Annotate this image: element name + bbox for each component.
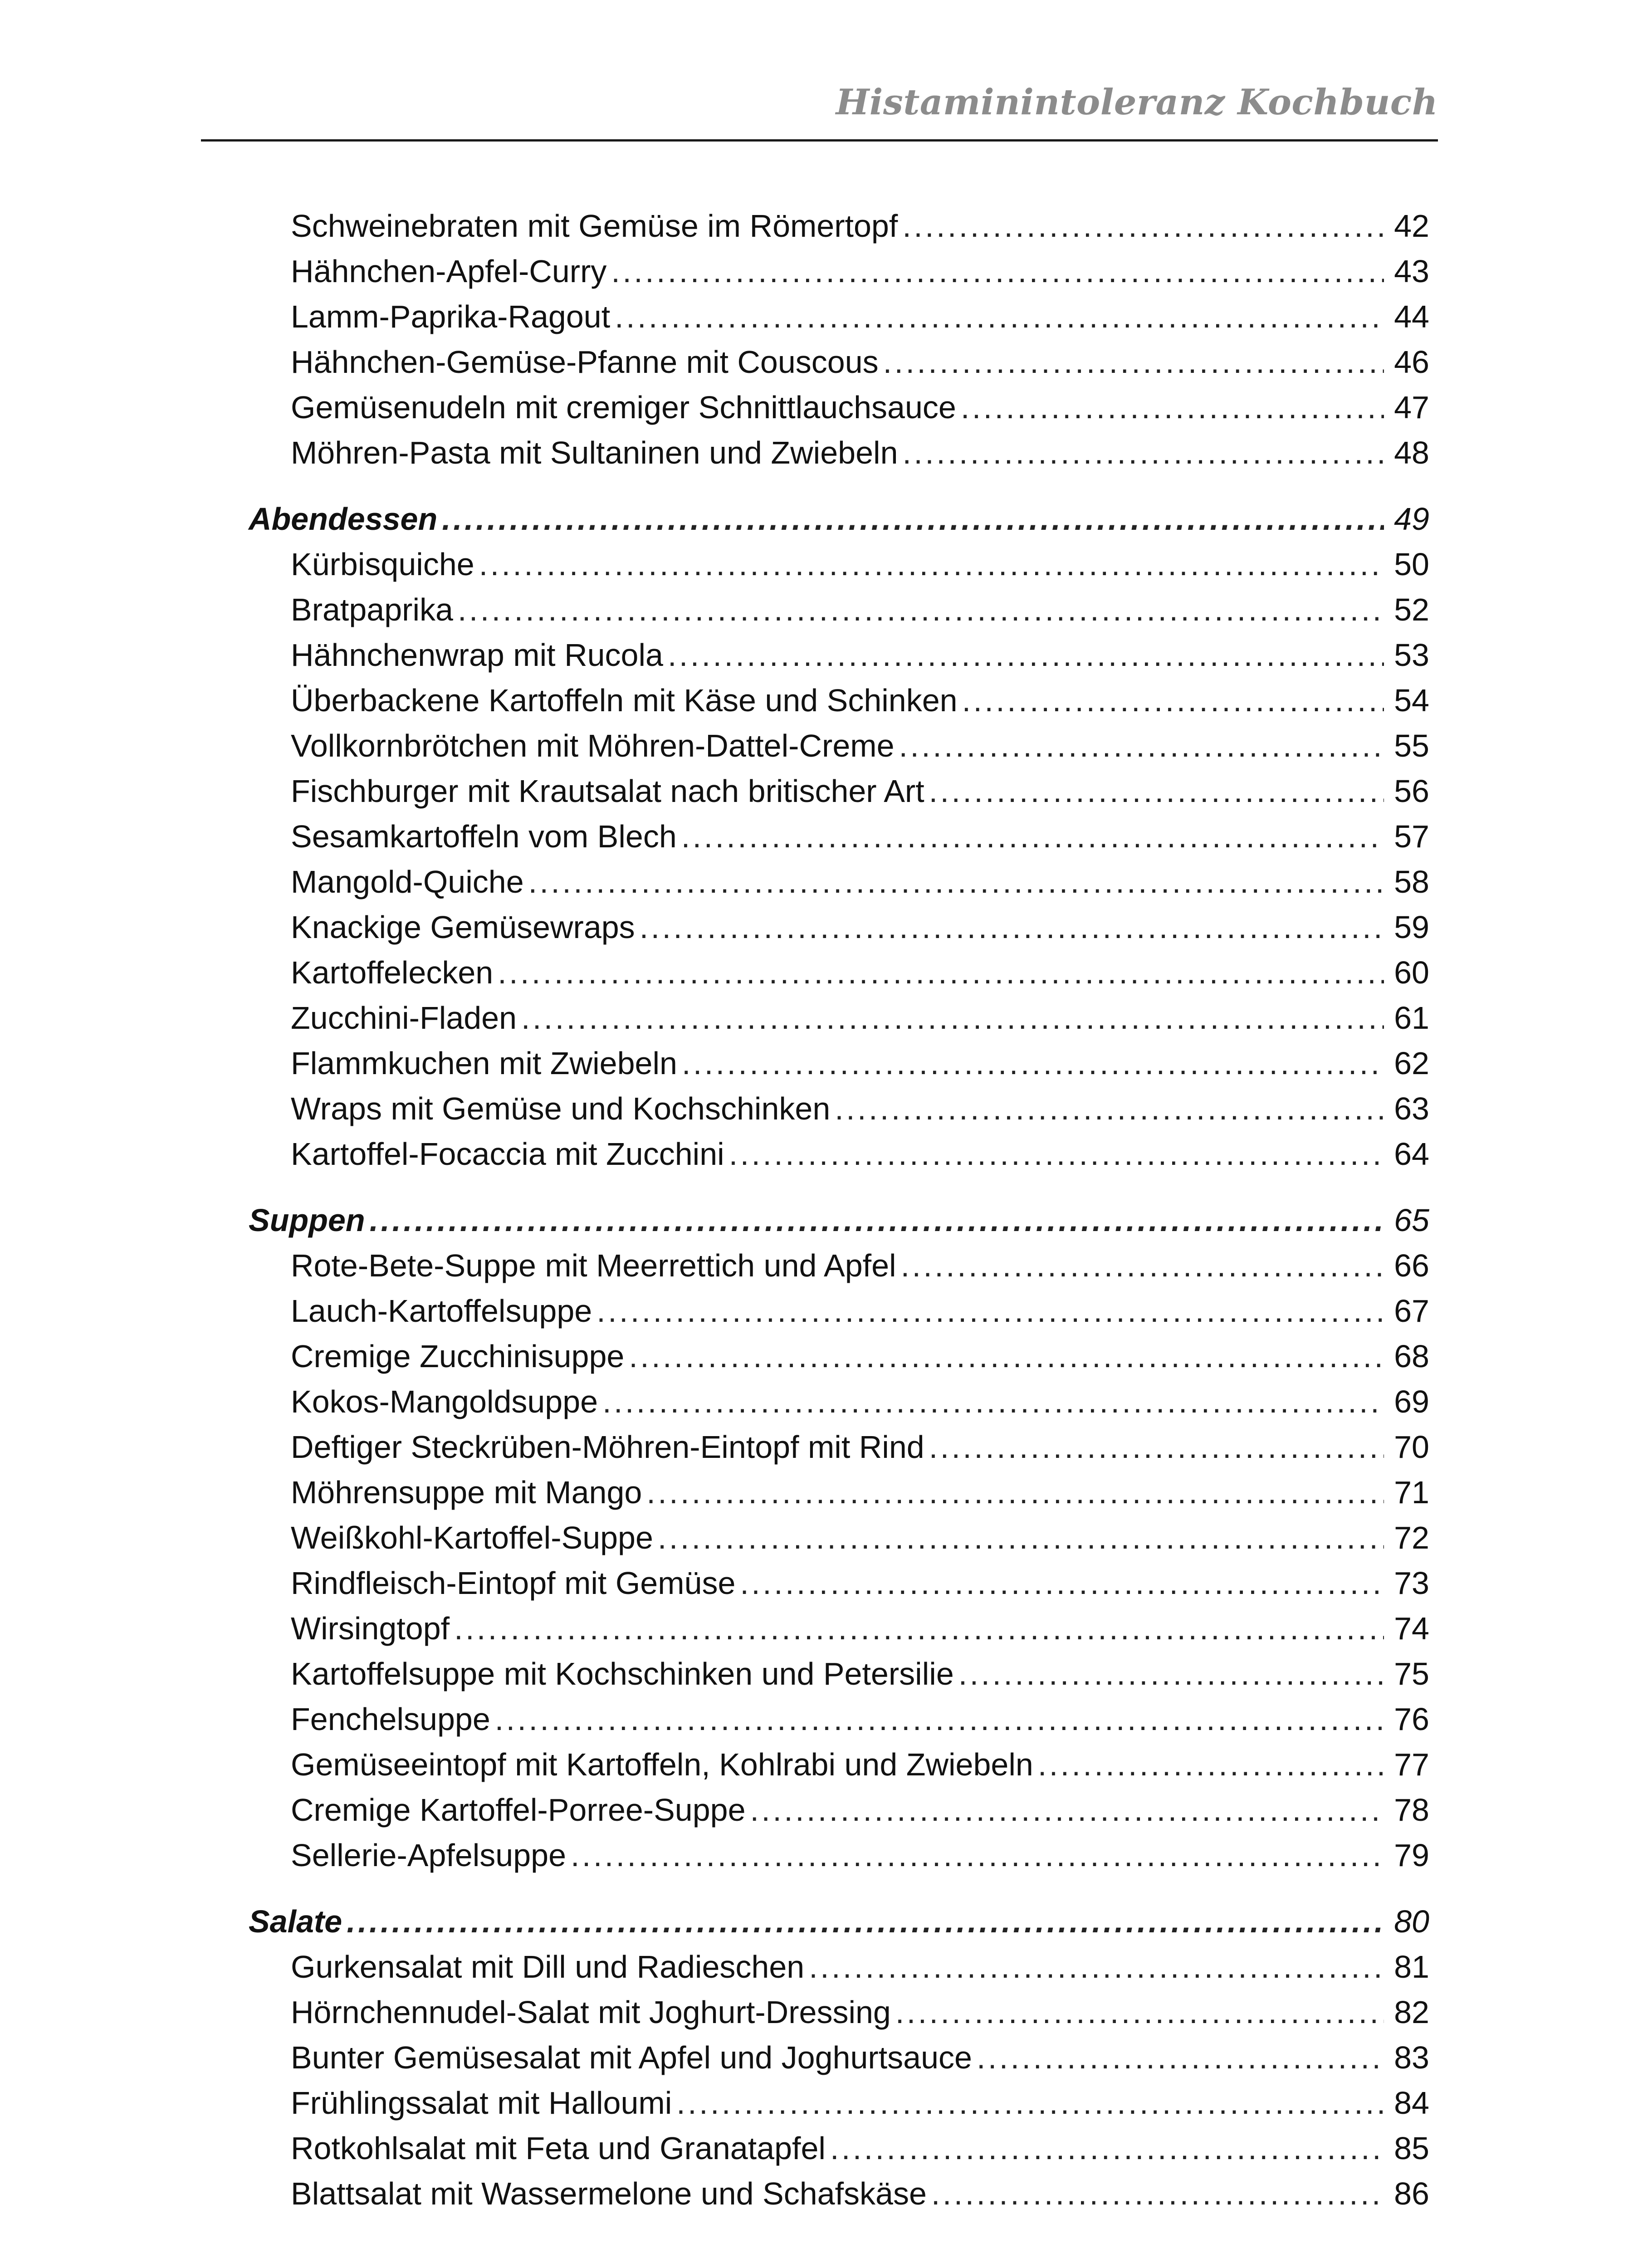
dot-leader — [458, 591, 1384, 628]
toc-entry-title: Kokos-Mangoldsuppe — [291, 1384, 598, 1419]
toc-section — [249, 1903, 1429, 2221]
dot-leader — [615, 298, 1384, 335]
toc-entry-page: 57 — [1394, 819, 1429, 854]
toc-entry[interactable] — [249, 298, 1429, 344]
toc-entry-title: Zucchini-Fladen — [291, 1000, 517, 1036]
toc-entry-title: Sesamkartoffeln vom Blech — [291, 819, 677, 854]
toc-entry-title: Hähnchenwrap mit Rucola — [291, 637, 663, 673]
toc-entry[interactable] — [249, 1338, 1429, 1383]
toc-entry-title: Rotkohlsalat mit Feta und Granatapfel — [291, 2131, 826, 2166]
toc-entry-page: 68 — [1394, 1339, 1429, 1374]
toc-entry-page: 58 — [1394, 864, 1429, 899]
running-header-title: Histaminintoleranz Kochbuch — [836, 82, 1438, 123]
toc-entry-title: Überbackene Kartoffeln mit Käse und Schinken — [291, 683, 958, 718]
toc-entry-title: Schweinebraten mit Gemüse im Römertopf — [291, 208, 898, 244]
toc-entry[interactable] — [249, 1474, 1429, 1520]
toc-entry-page: 75 — [1394, 1656, 1429, 1691]
toc-heading-page: 65 — [1394, 1202, 1429, 1238]
toc-entry[interactable] — [249, 1949, 1429, 1994]
toc-entry[interactable] — [249, 1610, 1429, 1656]
toc-entry[interactable] — [249, 1520, 1429, 1565]
toc-heading-title: Abendessen — [249, 501, 438, 537]
toc-entry[interactable] — [249, 253, 1429, 298]
toc-section — [249, 208, 1429, 480]
dot-leader — [571, 1837, 1384, 1873]
toc-entry-title: Lamm-Paprika-Ragout — [291, 299, 611, 334]
dot-leader — [961, 389, 1384, 425]
dot-leader — [681, 818, 1384, 855]
toc-entry[interactable] — [249, 1701, 1429, 1746]
toc-entry-title: Cremige Zucchinisuppe — [291, 1339, 625, 1374]
dot-leader — [498, 954, 1384, 991]
toc-entry-page: 67 — [1394, 1293, 1429, 1329]
dot-leader — [931, 2175, 1384, 2212]
dot-leader — [929, 773, 1384, 809]
toc-entry-page: 71 — [1394, 1475, 1429, 1510]
toc-heading-title: Salate — [249, 1904, 342, 1939]
toc-entry-page: 81 — [1394, 1949, 1429, 1984]
dot-leader — [611, 253, 1384, 289]
dot-leader — [454, 1610, 1384, 1647]
toc-entry-title: Deftiger Steckrüben-Möhren-Eintopf mit Rind — [291, 1429, 924, 1465]
toc-entry-title: Gurkensalat mit Dill und Radieschen — [291, 1949, 805, 1984]
toc-entry-page: 54 — [1394, 683, 1429, 718]
toc-section-heading[interactable] — [249, 1202, 1429, 1247]
dot-leader — [809, 1949, 1384, 1985]
toc-entry-page: 63 — [1394, 1091, 1429, 1126]
toc-entry-page: 47 — [1394, 390, 1429, 425]
toc-entry-title: Gemüsenudeln mit cremiger Schnittlauchsauce — [291, 390, 956, 425]
toc-entry-page: 78 — [1394, 1792, 1429, 1828]
toc-entry[interactable] — [249, 1746, 1429, 1792]
toc-entry[interactable] — [249, 1136, 1429, 1181]
toc-section — [249, 1202, 1429, 1882]
toc-entry-page: 62 — [1394, 1046, 1429, 1081]
dot-leader — [646, 1474, 1384, 1510]
toc-entry[interactable] — [249, 2039, 1429, 2085]
header-rule — [201, 139, 1438, 142]
toc-entry-page: 70 — [1394, 1429, 1429, 1465]
toc-entry[interactable] — [249, 682, 1429, 728]
toc-section-heading[interactable] — [249, 1903, 1429, 1949]
dot-leader — [629, 1338, 1384, 1374]
toc-entry-page: 66 — [1394, 1248, 1429, 1283]
toc-section-heading[interactable] — [249, 501, 1429, 546]
toc-entry[interactable] — [249, 208, 1429, 253]
dot-leader — [895, 1994, 1384, 2030]
toc-entry-title: Bratpaprika — [291, 592, 453, 627]
toc-entry-page: 60 — [1394, 955, 1429, 990]
toc-entry-page: 52 — [1394, 592, 1429, 627]
dot-leader — [729, 1136, 1384, 1172]
toc-entry-title: Wirsingtopf — [291, 1611, 450, 1646]
dot-leader — [1038, 1746, 1384, 1783]
toc-entry-page: 69 — [1394, 1384, 1429, 1419]
dot-leader — [658, 1520, 1384, 1556]
toc-entry-title: Knackige Gemüsewraps — [291, 909, 635, 945]
toc-entry-page: 83 — [1394, 2040, 1429, 2075]
dot-leader — [958, 1656, 1384, 1692]
toc-entry[interactable] — [249, 1247, 1429, 1293]
dot-leader — [668, 637, 1384, 673]
toc-entry[interactable] — [249, 773, 1429, 818]
toc-entry-title: Sellerie-Apfelsuppe — [291, 1838, 567, 1873]
toc-entry-page: 74 — [1394, 1611, 1429, 1646]
dot-leader — [347, 1903, 1384, 1940]
toc-entry[interactable] — [249, 2130, 1429, 2175]
toc-entry-title: Cremige Kartoffel-Porree-Suppe — [291, 1792, 746, 1828]
dot-leader — [750, 1792, 1384, 1828]
toc-entry[interactable] — [249, 1837, 1429, 1882]
toc-entry[interactable] — [249, 389, 1429, 435]
toc-entry-page: 84 — [1394, 2085, 1429, 2121]
toc-entry-title: Bunter Gemüsesalat mit Apfel und Joghurtsauce — [291, 2040, 972, 2075]
toc-entry[interactable] — [249, 344, 1429, 389]
toc-entry-title: Frühlingssalat mit Halloumi — [291, 2085, 672, 2121]
toc-entry[interactable] — [249, 591, 1429, 637]
table-of-contents — [249, 208, 1429, 2242]
toc-entry-title: Mangold-Quiche — [291, 864, 524, 899]
toc-entry-title: Gemüseeintopf mit Kartoffeln, Kohlrabi und Zwiebeln — [291, 1747, 1033, 1782]
dot-leader — [740, 1565, 1384, 1601]
toc-entry-title: Kürbisquiche — [291, 547, 474, 582]
dot-leader — [835, 1090, 1384, 1127]
dot-leader — [883, 344, 1384, 380]
toc-entry[interactable] — [249, 435, 1429, 480]
toc-entry[interactable] — [249, 1000, 1429, 1045]
dot-leader — [830, 2130, 1384, 2166]
toc-entry[interactable] — [249, 1383, 1429, 1429]
toc-entry[interactable] — [249, 1090, 1429, 1136]
toc-entry-page: 79 — [1394, 1838, 1429, 1873]
dot-leader — [902, 208, 1384, 244]
dot-leader — [977, 2039, 1384, 2076]
toc-entry-title: Vollkornbrötchen mit Möhren-Dattel-Creme — [291, 728, 895, 763]
dot-leader — [962, 682, 1384, 719]
toc-entry-page: 73 — [1394, 1565, 1429, 1601]
toc-entry-page: 43 — [1394, 254, 1429, 289]
toc-entry[interactable] — [249, 728, 1429, 773]
toc-entry-title: Möhrensuppe mit Mango — [291, 1475, 642, 1510]
dot-leader — [929, 1429, 1384, 1465]
toc-entry[interactable] — [249, 1429, 1429, 1474]
toc-entry-page: 85 — [1394, 2131, 1429, 2166]
toc-heading-title: Suppen — [249, 1202, 365, 1238]
toc-entry-title: Wraps mit Gemüse und Kochschinken — [291, 1091, 831, 1126]
dot-leader — [596, 1293, 1384, 1329]
toc-entry-page: 86 — [1394, 2176, 1429, 2211]
dot-leader — [495, 1701, 1384, 1737]
toc-entry[interactable] — [249, 864, 1429, 909]
toc-entry-page: 46 — [1394, 344, 1429, 380]
toc-entry[interactable] — [249, 2175, 1429, 2221]
toc-entry-page: 56 — [1394, 773, 1429, 809]
toc-entry-page: 44 — [1394, 299, 1429, 334]
toc-entry-page: 61 — [1394, 1000, 1429, 1036]
toc-entry[interactable] — [249, 1565, 1429, 1610]
toc-entry-page: 48 — [1394, 435, 1429, 470]
toc-entry-title: Rote-Bete-Suppe mit Meerrettich und Apfel — [291, 1248, 896, 1283]
toc-entry-title: Kartoffel-Focaccia mit Zucchini — [291, 1136, 724, 1172]
toc-entry-title: Hörnchennudel-Salat mit Joghurt-Dressing — [291, 1994, 891, 2030]
dot-leader — [640, 909, 1384, 945]
dot-leader — [521, 1000, 1384, 1036]
toc-entry-title: Lauch-Kartoffelsuppe — [291, 1293, 592, 1329]
dot-leader — [899, 728, 1384, 764]
dot-leader — [903, 435, 1384, 471]
toc-entry-title: Flammkuchen mit Zwiebeln — [291, 1046, 677, 1081]
toc-entry-page: 76 — [1394, 1701, 1429, 1737]
toc-entry-title: Weißkohl-Kartoffel-Suppe — [291, 1520, 653, 1555]
toc-entry-page: 72 — [1394, 1520, 1429, 1555]
toc-entry[interactable] — [249, 1293, 1429, 1338]
toc-entry-title: Hähnchen-Apfel-Curry — [291, 254, 607, 289]
toc-entry[interactable] — [249, 1656, 1429, 1701]
dot-leader — [602, 1383, 1384, 1420]
toc-entry-page: 64 — [1394, 1136, 1429, 1172]
toc-entry[interactable] — [249, 818, 1429, 864]
toc-entry[interactable] — [249, 546, 1429, 591]
toc-entry[interactable] — [249, 1045, 1429, 1090]
toc-entry-title: Kartoffelecken — [291, 955, 494, 990]
dot-leader — [901, 1247, 1384, 1284]
toc-entry[interactable] — [249, 637, 1429, 682]
dot-leader — [479, 546, 1384, 582]
dot-leader — [676, 2085, 1384, 2121]
toc-entry-title: Blattsalat mit Wassermelone und Schafskäse — [291, 2176, 927, 2211]
toc-entry-page: 59 — [1394, 909, 1429, 945]
toc-entry[interactable] — [249, 1792, 1429, 1837]
toc-entry-page: 55 — [1394, 728, 1429, 763]
toc-heading-page: 80 — [1394, 1904, 1429, 1939]
toc-entry[interactable] — [249, 2085, 1429, 2130]
toc-entry-title: Rindfleisch-Eintopf mit Gemüse — [291, 1565, 736, 1601]
toc-entry-page: 82 — [1394, 1994, 1429, 2030]
toc-entry[interactable] — [249, 954, 1429, 1000]
toc-section — [249, 501, 1429, 1181]
dot-leader — [442, 501, 1384, 537]
toc-entry-page: 50 — [1394, 547, 1429, 582]
toc-entry-page: 42 — [1394, 208, 1429, 244]
toc-entry-title: Kartoffelsuppe mit Kochschinken und Petersilie — [291, 1656, 954, 1691]
toc-entry-page: 77 — [1394, 1747, 1429, 1782]
toc-entry[interactable] — [249, 909, 1429, 954]
dot-leader — [528, 864, 1384, 900]
toc-entry-page: 53 — [1394, 637, 1429, 673]
dot-leader — [682, 1045, 1384, 1081]
toc-entry-title: Möhren-Pasta mit Sultaninen und Zwiebeln — [291, 435, 898, 470]
dot-leader — [370, 1202, 1384, 1238]
toc-entry-title: Hähnchen-Gemüse-Pfanne mit Couscous — [291, 344, 879, 380]
toc-heading-page: 49 — [1394, 501, 1429, 537]
toc-entry-title: Fenchelsuppe — [291, 1701, 490, 1737]
toc-entry[interactable] — [249, 1994, 1429, 2039]
toc-entry-title: Fischburger mit Krautsalat nach britischer Art — [291, 773, 924, 809]
